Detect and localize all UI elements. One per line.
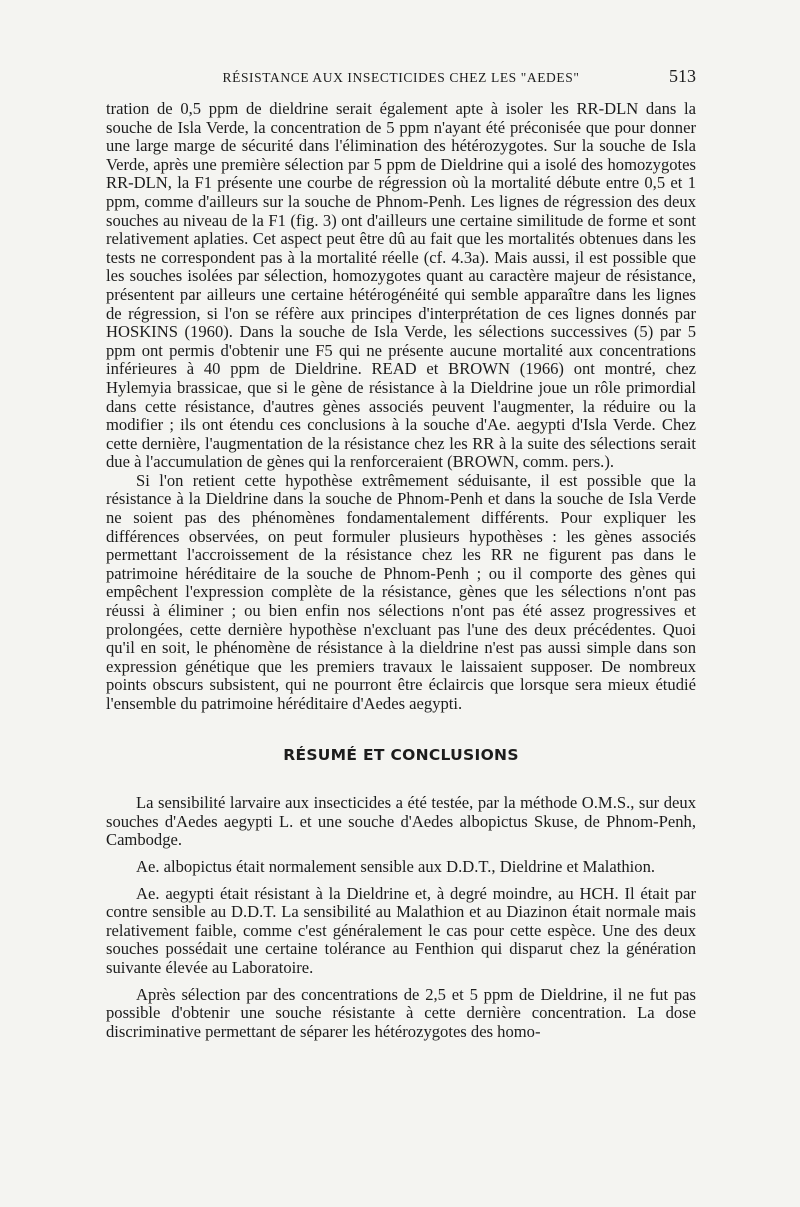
running-title: RÉSISTANCE AUX INSECTICIDES CHEZ LES "AEDES" (222, 70, 580, 85)
body-text (106, 100, 696, 1041)
summary-paragraph: Après sélection par des concentrations de 2,5 et 5 ppm de Dieldrine, il ne fut pas possible d'obtenir une souche résistante à cette dernière concentration. La dose discriminative permettant de séparer les hétérozygotes des homo- (106, 984, 696, 1041)
section-heading: RÉSUMÉ ET CONCLUSIONS (283, 745, 519, 764)
page-number: 513 (669, 66, 696, 86)
paragraph: tration de 0,5 ppm de dieldrine serait également apte à isoler les RR-DLN dans la souche de Isla Verde, la concentration de 5 ppm n'ayant été préconisée que pour donner une large marge de sécurité dans l'élimination des hétérozygotes. Sur la souche de Isla Verde, après une première sélection par 5 ppm de Dieldrine qui a isolé des homozygotes RR-DLN, la F1 présente une courbe de régression où la mortalité débute entre 0,5 et 1 ppm, comme d'ailleurs sur la souche de Phnom-Penh. Les lignes de régression des deux souches au niveau de la F1 (fig. 3) ont d'ailleurs une certaine similitude de forme et sont relativement aplaties. Cet aspect peut être dû au fait que les mortalités obtenues dans les tests ne correspondent pas à la mortalité réelle (cf. 4.3a). Mais aussi, il est possible que les souches isolées par sélection, homozygotes quant au caractère majeur de résistance, présentent par ailleurs une certaine hétérogénéité qui semble apparaître dans les lignes de régression, si l'on se réfère aux principes d'interprétation de ces lignes donnés par HOSKINS (1960). Dans la souche de Isla Verde, les sélections successives (5) par 5 ppm ont permis d'obtenir une F5 qui ne présente aucune mortalité aux concentrations inférieures à 40 ppm de Dieldrine. READ et BROWN (1966) ont montré, chez Hylemyia brassicae, que si le gène de résistance à la Dieldrine joue un rôle primordial dans cette résistance, d'autres gènes associés peuvent l'augmenter, la réduire ou la modifier ; ils ont étendu ces conclusions à la souche d'Ae. aegypti d'Isla Verde. Chez cette dernière, l'augmentation de la résistance chez les RR à la suite des sélections serait due à l'accumulation de gènes qui la renforceraient (BROWN, comm. pers.). (106, 99, 696, 472)
running-header (106, 66, 696, 92)
paragraph: Si l'on retient cette hypothèse extrêmement séduisante, il est possible que la résistance à la Dieldrine dans la souche de Phnom-Penh et dans la souche de Isla Verde ne soient pas des phénomènes fondamentalement différents. Pour expliquer les différences observées, on peut formuler plusieurs hypothèses : les gènes associés permettant l'accroissement de la résistance chez les RR ne figurent pas dans le patrimoine héréditaire de la souche de Phnom-Penh ; ou il comporte des gènes qui empêchent l'expression complète de la résistance, gènes que les sélections n'ont pas réussi à éliminer ; ou bien enfin nos sélections n'ont pas été assez progressives et prolongées, cette dernière hypothèse n'excluant pas l'une des deux précédentes. Quoi qu'il en soit, le phénomène de résistance à la dieldrine n'est pas aussi simple dans son expression génétique que les premiers travaux le laissaient supposer. De nombreux points obscurs subsistent, qui ne pourront être éclaircis que lorsque sera mieux étudié l'ensemble du patrimoine héréditaire d'Aedes aegypti. (106, 470, 696, 713)
summary-paragraph: Ae. albopictus était normalement sensible aux D.D.T., Dieldrine et Malathion. (136, 856, 656, 876)
summary-paragraph: Ae. aegypti était résistant à la Dieldrine et, à degré moindre, au HCH. Il était par contre sensible au D.D.T. La sensibilité au Malathion et au Diazinon était normale mais relativement faible, comme c'est généralement le cas pour cette espèce. Une des deux souches possédait une certaine tolérance au Fenthion qui disparut chez la génération suivante élevée au Laboratoire. (106, 883, 696, 977)
summary-paragraph: La sensibilité larvaire aux insecticides a été testée, par la méthode O.M.S., sur deux souches d'Aedes aegypti L. et une souche d'Aedes albopictus Skuse, de Phnom-Penh, Cambodge. (106, 793, 696, 850)
